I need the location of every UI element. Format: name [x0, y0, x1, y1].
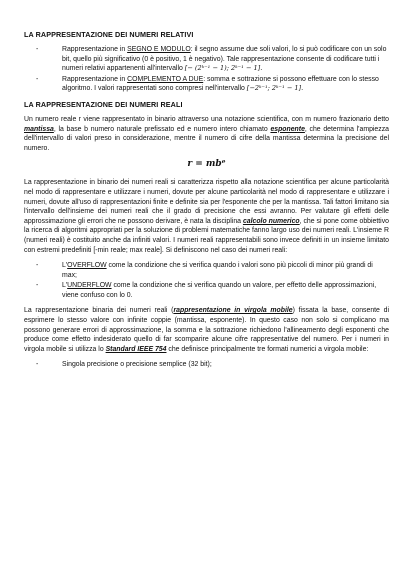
interval-formula: [−2ᵏ⁻¹; 2ᵏ⁻¹ − 1].: [246, 84, 304, 93]
overflow-underflow-list: [24, 261, 389, 300]
term-mantissa: mantissa: [24, 125, 54, 133]
dash-marker: -: [36, 282, 39, 290]
list-item: - Rappresentazione in SEGNO E MODULO: il segno assume due soli valori, lo si può codificare con un solo bit, quello più significativo (0 è positivo, 1 è negativo). Tale rappresentazione consente di codificare tutti i numeri relativi appartenenti all'intervallo [− (2ᵏ⁻¹ − 1); 2ᵏ⁻¹ − 1].: [36, 46, 387, 73]
list-item: - L'UNDERFLOW come la condizione che si verifica quando un valore, per effetto delle approssimazioni, viene confuso con lo 0.: [36, 282, 377, 299]
term-underflow: UNDERFLOW: [67, 282, 112, 290]
dash-marker: -: [36, 262, 39, 270]
term-overflow: OVERFLOW: [67, 262, 107, 270]
list-item: - Rappresentazione in COMPLEMENTO A DUE: somma e sottrazione si possono effettuare con lo stesso algoritmo. I valori rappresentati sono compresi nell'intervallo [−2ᵏ⁻¹; 2ᵏ⁻¹ − 1].: [36, 75, 379, 93]
relativi-list: [24, 45, 389, 94]
term-virgola-mobile: rappresentazione in virgola mobile: [173, 307, 293, 315]
formati-list: [24, 360, 389, 370]
term-calcolo-numerico: calcolo numerico: [242, 217, 300, 225]
term-segno-modulo: SEGNO E MODULO: [127, 46, 191, 53]
paragraph-rappresentazione-binaria: La rappresentazione in binario dei numeri reali si caratterizza rispetto alla notazione scientifica per alcune particolarità nel modo di rappresentare e utilizzare i numeri, dovute per alcune particolarità nel modo di rappresentare e utilizzare i numeri, dovute all'uso di rappresentazioni finite e definite sia per l'esponente che per la mantissa. Tali fattori limitano sia l'intervallo dell'insieme dei numeri reali che il grado di precisione che essi avranno. Per valutare gli effetti delle approssimazione gli errori che ne possono derivare, è nata la disciplina calcolo numerico, che si pone come obbiettivo la ricerca di algoritmi appropriati per la soluzione di problemi matematiche fanno largo uso dei numeri reali. L'insieme R (numeri reali) è costituito anche da infiniti valori. I numeri reali rappresentabili sono invece definiti in un insieme limitato con estremi predefiniti [-min reale; max reale]. Si definiscono nel caso dei numeri reali:: [24, 179, 389, 254]
formula-r-mbe: r = mbᵉ: [187, 159, 226, 170]
term-complemento-a-due: COMPLEMENTO A DUE: [127, 75, 204, 83]
dash-marker: -: [36, 75, 39, 83]
list-item: - L'OVERFLOW come la condizione che si verifica quando i valori sono più piccoli di minor più grandi di max;: [36, 262, 373, 279]
dash-marker: -: [36, 46, 39, 53]
interval-formula: [− (2ᵏ⁻¹ − 1); 2ᵏ⁻¹ − 1].: [184, 64, 263, 73]
paragraph-virgola-mobile: La rappresentazione binaria dei numeri reali (rappresentazione in virgola mobile) fissata la base, consente di esprimere lo stesso valore con infinite coppie (mantissa, esponente). In questo caso non solo si complicano ma possono generare errori di approssimazione, la somma e la sottrazione richiedono l'allineamento degli esponenti che produce come effetto indesiderato quello di far scomparire alcune cifre rappresentative del numero. Per i numeri in virgola mobile si utilizza lo Standard IEEE 754 che definisce principalmente tre formati numerici a virgola mobile:: [24, 307, 389, 353]
list-item: - Singola precisione o precisione semplice (32 bit);: [36, 361, 212, 369]
paragraph-notazione: Un numero reale r viene rappresentato in binario attraverso una notazione scientifica, con m numero frazionario detto mantissa, la base b numero naturale prefissato ed e numero intero chiamato esponente, che determina l'ampiezza dell'intervallo di valori preso in considerazione, mentre il numero di cifre della mantissa determina la precisione del numero.: [24, 115, 389, 152]
section-heading-reali: LA RAPPRESENTAZIONE DEI NUMERI REALI: [24, 99, 183, 109]
term-ieee-754: Standard IEEE 754: [105, 345, 167, 353]
dash-marker: -: [36, 361, 39, 369]
term-esponente: esponente: [270, 125, 305, 133]
section-heading-relativi: LA RAPPRESENTAZIONE DEI NUMERI RELATIVI: [24, 30, 194, 39]
